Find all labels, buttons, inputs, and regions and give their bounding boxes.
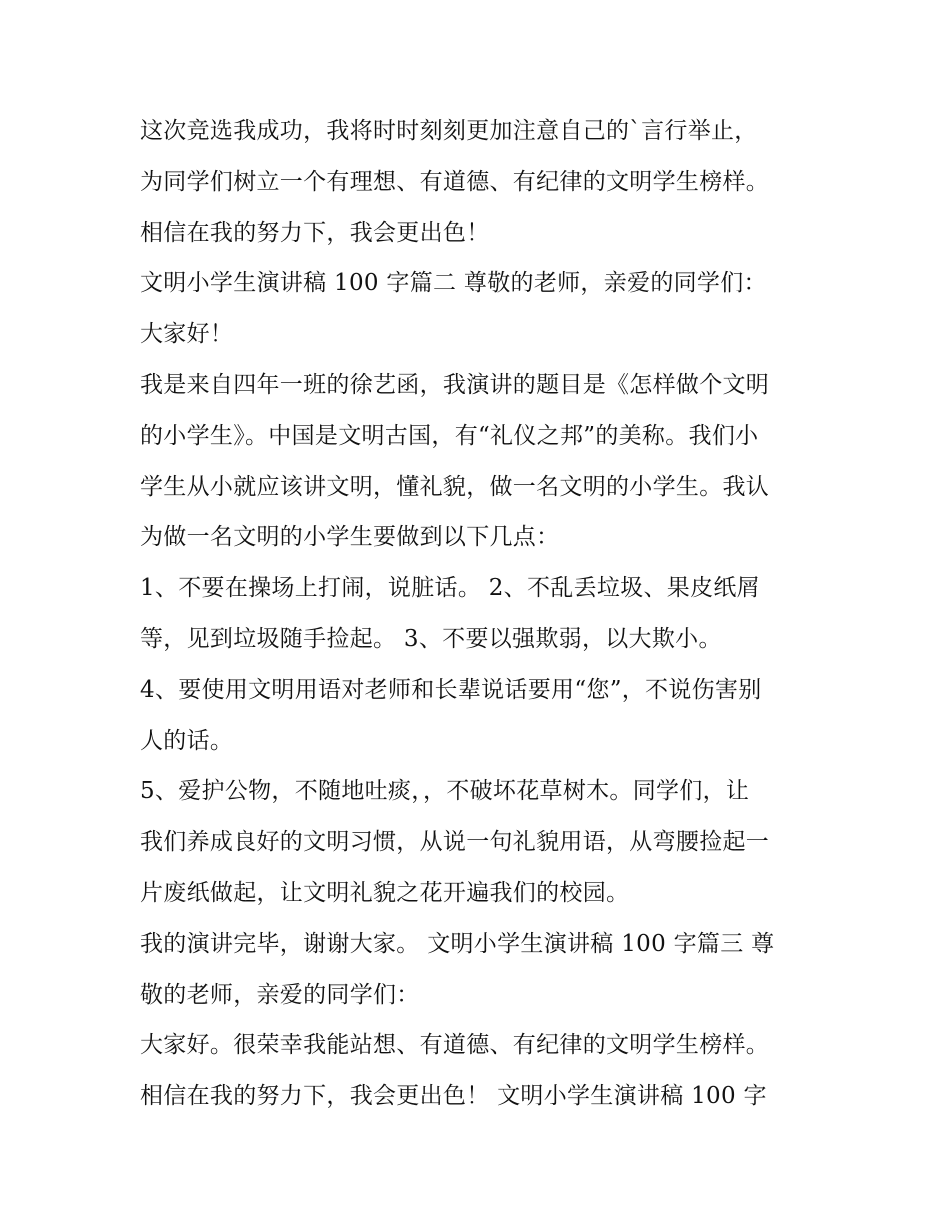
text-line: 的小学生》。中国是文明古国，有“礼仪之邦”的美称。我们小 <box>140 422 759 449</box>
text-line: 大家好。很荣幸我能站想、有道德、有纪律的文明学生榜样。 <box>140 1032 770 1059</box>
text-line: 我是来自四年一班的徐艺函，我演讲的题目是《怎样做个文明 <box>140 371 770 398</box>
text-line: 大家好！ <box>140 321 234 348</box>
text-line: 人的话。 <box>140 727 234 754</box>
text-line: 文明小学生演讲稿 100 字篇二 尊敬的老师，亲爱的同学们： <box>140 270 767 297</box>
document-text-body <box>140 106 820 1122</box>
text-line: 我的演讲完毕，谢谢大家。 文明小学生演讲稿 100 字篇三 尊 <box>140 930 775 957</box>
text-line: 相信在我的努力下，我会更出色！ <box>140 219 490 246</box>
text-line: 为做一名文明的小学生要做到以下几点： <box>140 524 560 551</box>
text-line: 4、要使用文明用语对老师和长辈说话要用“您”，不说伤害别 <box>140 676 762 703</box>
text-line: 片废纸做起，让文明礼貌之花开遍我们的校园。 <box>140 879 630 906</box>
text-line: 相信在我的努力下，我会更出色！ 文明小学生演讲稿 100 字 <box>140 1083 767 1110</box>
text-line: 1、不要在操场上打闹，说脏话。 2、不乱丢垃圾、果皮纸屑 <box>140 575 760 602</box>
text-line: 等，见到垃圾随手捡起。 3、不要以强欺弱，以大欺小。 <box>140 625 722 652</box>
text-line: 这次竞选我成功，我将时时刻刻更加注意自己的`言行举止， <box>140 118 758 144</box>
text-line: 5、爱护公物，不随地吐痰，，不破坏花草树木。同学们，让 <box>140 778 750 805</box>
text-line: 为同学们树立一个有理想、有道德、有纪律的文明学生榜样。 <box>140 168 770 195</box>
text-line: 敬的老师，亲爱的同学们： <box>140 981 420 1008</box>
text-line: 学生从小就应该讲文明，懂礼貌，做一名文明的小学生。我认 <box>140 473 770 500</box>
text-line: 我们养成良好的文明习惯，从说一句礼貌用语，从弯腰捡起一 <box>140 829 770 856</box>
